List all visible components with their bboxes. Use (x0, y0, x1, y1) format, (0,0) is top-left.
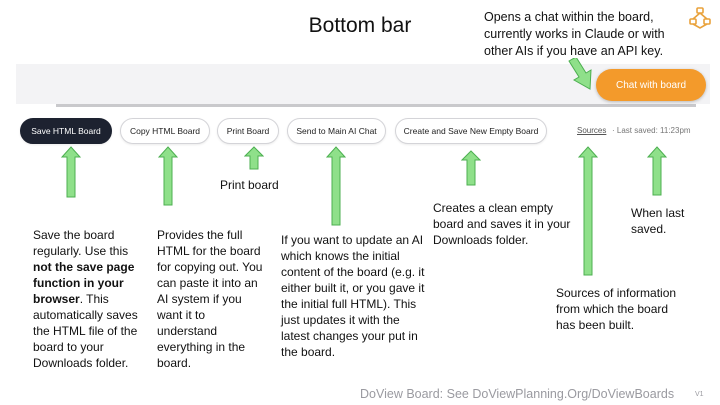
save-description (33, 227, 145, 371)
create-new-empty-board-button[interactable]: Create and Save New Empty Board (395, 118, 547, 144)
up-arrow-icon (647, 146, 667, 196)
save-description-text: Save the board regularly. Use this (33, 228, 129, 258)
print-description: Print board (220, 178, 279, 192)
toolbar-divider (56, 104, 696, 107)
up-arrow-icon (326, 146, 346, 226)
save-html-board-button[interactable]: Save HTML Board (20, 118, 112, 144)
last-saved-description: When last saved. (631, 206, 685, 236)
create-description: Creates a clean empty board and saves it in your Downloads folder. (433, 201, 571, 247)
sources-description: Sources of information from which the board has been built. (556, 286, 677, 332)
up-arrow-icon (158, 146, 178, 206)
up-arrow-icon (578, 146, 598, 276)
up-arrow-icon (461, 150, 481, 186)
sources-link[interactable]: Sources (577, 126, 607, 135)
copy-description: Provides the full HTML for the board for copying out. You can paste it into an AI system if you want it to understand everything in the board. (157, 228, 263, 370)
print-board-button[interactable]: Print Board (217, 118, 279, 144)
save-description-text-end: . This automatically saves the HTML file of the board to your Downloads folder. (33, 292, 138, 370)
last-saved-status: · Last saved: 11:23pm (612, 126, 691, 135)
up-arrow-icon (61, 146, 81, 198)
diagonal-arrow-icon (566, 58, 594, 92)
footer-text: DoView Board: See DoViewPlanning.Org/DoViewBoards (360, 387, 675, 401)
save-description-emphasis: not the save page function in your browser (33, 260, 135, 306)
copy-html-board-button[interactable]: Copy HTML Board (120, 118, 210, 144)
version-label: V1 (695, 391, 704, 398)
send-to-main-ai-chat-button[interactable]: Send to Main AI Chat (287, 118, 386, 144)
chat-note: Opens a chat within the board, currently works in Claude or with other AIs if you have an API key. (484, 10, 665, 58)
send-description: If you want to update an AI which knows the initial content of the board (e.g. it either built it, or you gave it the initial full HTML). This just updates it with the latest changes your put in the board. (281, 233, 425, 359)
chat-with-board-button[interactable]: Chat with board (596, 69, 706, 101)
slide-title: Bottom bar (308, 14, 412, 37)
up-arrow-icon (244, 146, 264, 170)
